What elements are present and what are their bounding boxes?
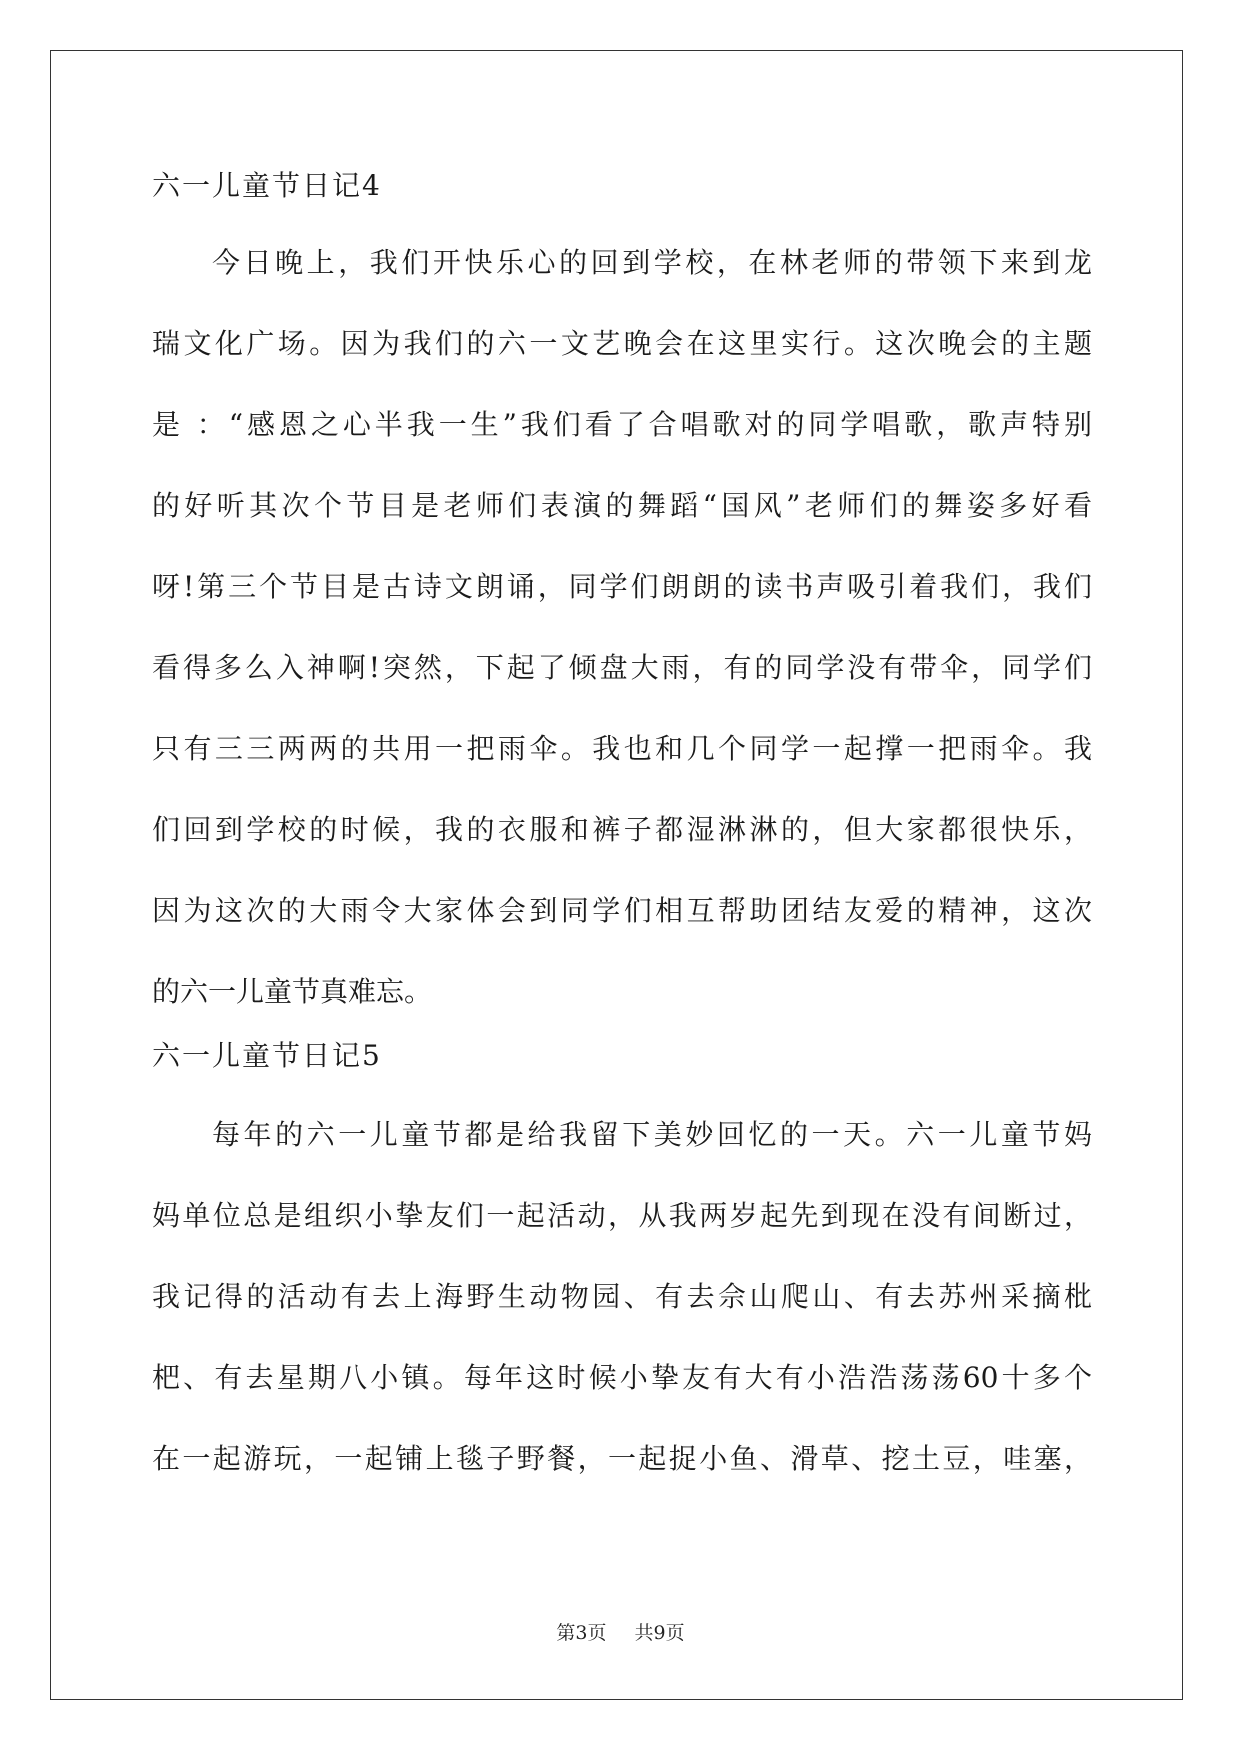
document-body <box>152 158 1092 1499</box>
text-line: 只有三三两两的共用一把雨伞。我也和几个同学一起撑一把雨伞。我 <box>152 732 1092 765</box>
section-heading: 六一儿童节日记5 <box>152 1039 382 1072</box>
text-line: 今日晚上，我们开快乐心的回到学校，在林老师的带领下来到龙 <box>212 246 1092 279</box>
paragraph <box>152 222 1092 1032</box>
page-footer <box>0 1618 1241 1645</box>
text-line: 们回到学校的时候，我的衣服和裤子都湿淋淋的，但大家都很快乐， <box>152 813 1092 846</box>
text-line: 呀!第三个节目是古诗文朗诵，同学们朗朗的读书声吸引着我们，我们 <box>152 570 1092 603</box>
text-line: 看得多么入神啊!突然，下起了倾盘大雨，有的同学没有带伞，同学们 <box>152 651 1092 684</box>
text-line: 的好听其次个节目是老师们表演的舞蹈“国风”老师们的舞姿多好看 <box>152 489 1092 522</box>
page-total: 共9页 <box>634 1622 685 1644</box>
text-line: 妈单位总是组织小挚友们一起活动，从我两岁起先到现在没有间断过， <box>152 1199 1092 1232</box>
text-line: 我记得的活动有去上海野生动物园、有去佘山爬山、有去苏州采摘枇 <box>152 1280 1092 1313</box>
text-line: 每年的六一儿童节都是给我留下美妙回忆的一天。六一儿童节妈 <box>212 1118 1092 1151</box>
text-line: 的六一儿童节真难忘。 <box>152 975 433 1008</box>
text-line: 因为这次的大雨令大家体会到同学们相互帮助团结友爱的精神，这次 <box>152 894 1092 927</box>
section-heading: 六一儿童节日记4 <box>152 169 382 202</box>
text-line: 在一起游玩，一起铺上毯子野餐，一起捉小鱼、滑草、挖土豆，哇塞， <box>152 1442 1092 1475</box>
text-line: 是 ：“感恩之心半我一生”我们看了合唱歌对的同学唱歌，歌声特别 <box>152 408 1092 441</box>
text-line: 杷、有去星期八小镇。每年这时候小挚友有大有小浩浩荡荡60十多个 <box>152 1361 1092 1394</box>
text-line: 瑞文化广场。因为我们的六一文艺晚会在这里实行。这次晚会的主题 <box>152 327 1092 360</box>
paragraph <box>152 1094 1092 1499</box>
page-number: 第3页 <box>556 1622 607 1644</box>
